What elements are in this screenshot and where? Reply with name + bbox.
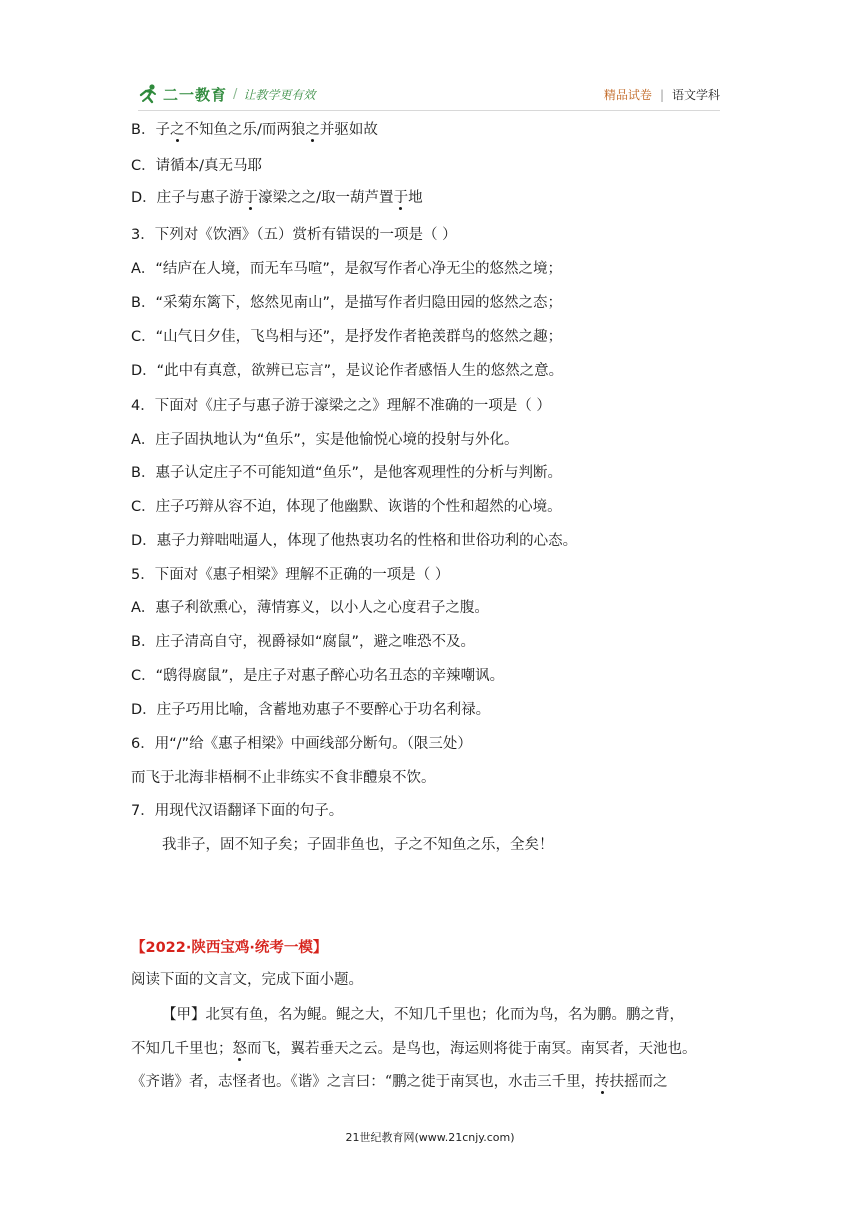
passage-line: 《齐谐》者，志怪者也。《谐》之言曰：“鹏之徙于南冥也，水击三千里，抟扶摇而之 [131, 1074, 668, 1090]
brand-slogan: 让教学更有效 [243, 87, 316, 102]
option-line: B．庄子清高自守，视爵禄如“腐鼠”，避之唯恐不及。 [131, 634, 475, 650]
brand-separator: / [233, 86, 238, 102]
header-subject: 语文学科 [671, 88, 720, 102]
option-line: D．“此中有真意，欲辨已忘言”，是议论作者感悟人生的悠然之意。 [131, 363, 564, 379]
runner-logo-icon [138, 83, 160, 105]
header-divider: | [659, 87, 664, 102]
header-rule [138, 110, 720, 111]
question-7-text: 我非子，固不知子矣；子固非鱼也，子之不知鱼之乐，全矣！ [162, 837, 554, 853]
page-header [138, 80, 720, 110]
header-subject-info [604, 86, 720, 103]
option-line: B．“采菊东篱下，悠然见南山”，是描写作者归隐田园的悠然之态； [131, 295, 562, 311]
option-line: B．子之不知鱼之乐/而两狼之并驱如故 [131, 122, 378, 138]
passage-line: 【甲】北冥有鱼，名为鲲。鲲之大，不知几千里也；化而为鸟，名为鹏。鹏之背， [162, 1007, 684, 1023]
question-3: 3．下列对《饮酒》（五）赏析有错误的一项是（ ） [131, 227, 457, 243]
source-tag: 【2022·陕西宝鸡·统考一模】 [131, 940, 328, 956]
question-7: 7．用现代汉语翻译下面的句子。 [131, 803, 344, 819]
option-line: A．庄子固执地认为“鱼乐”，实是他愉悦心境的投射与外化。 [131, 432, 519, 448]
page-footer: 21世纪教育网(www.21cnjy.com) [345, 1131, 515, 1144]
option-line: D．惠子力辩咄咄逼人，体现了他热衷功名的性格和世俗功利的心态。 [131, 533, 578, 549]
option-line: D．庄子与惠子游于濠梁之之/取一葫芦置于地 [131, 190, 423, 206]
option-line: C．请循本/真无马耶 [131, 158, 263, 174]
question-5: 5．下面对《惠子相梁》理解不正确的一项是（ ） [131, 567, 450, 583]
question-4: 4．下面对《庄子与惠子游于濠梁之之》理解不准确的一项是（ ） [131, 398, 551, 414]
option-line: C．“鸱得腐鼠”，是庄子对惠子醉心功名丑态的辛辣嘲讽。 [131, 668, 505, 684]
passage-line: 不知几千里也；怒而飞，翼若垂天之云。是鸟也，海运则将徙于南冥。南冥者，天池也。 [131, 1041, 697, 1057]
question-6-text: 而飞于北海非梧桐不止非练实不食非醴泉不饮。 [131, 770, 436, 786]
brand-logo [138, 80, 315, 108]
brand-name: 二一教育 [163, 85, 228, 104]
option-line: C．庄子巧辩从容不迫，体现了他幽默、诙谐的个性和超然的心境。 [131, 499, 562, 515]
option-line: C．“山气日夕佳，飞鸟相与还”，是抒发作者艳羡群鸟的悠然之趣； [131, 329, 563, 345]
question-6: 6．用“/”给《惠子相梁》中画线部分断句。（限三处） [131, 736, 472, 752]
option-line: A．“结庐在人境，而无车马喧”，是叙写作者心净无尘的悠然之境； [131, 261, 562, 277]
option-line: D．庄子巧用比喻，含蓄地劝惠子不要醉心于功名利禄。 [131, 702, 491, 718]
header-paper-type: 精品试卷 [603, 88, 652, 102]
instruction: 阅读下面的文言文，完成下面小题。 [131, 972, 363, 988]
option-line: A．惠子利欲熏心，薄情寡义，以小人之心度君子之腹。 [131, 600, 489, 616]
option-line: B．惠子认定庄子不可能知道“鱼乐”，是他客观理性的分析与判断。 [131, 465, 562, 481]
